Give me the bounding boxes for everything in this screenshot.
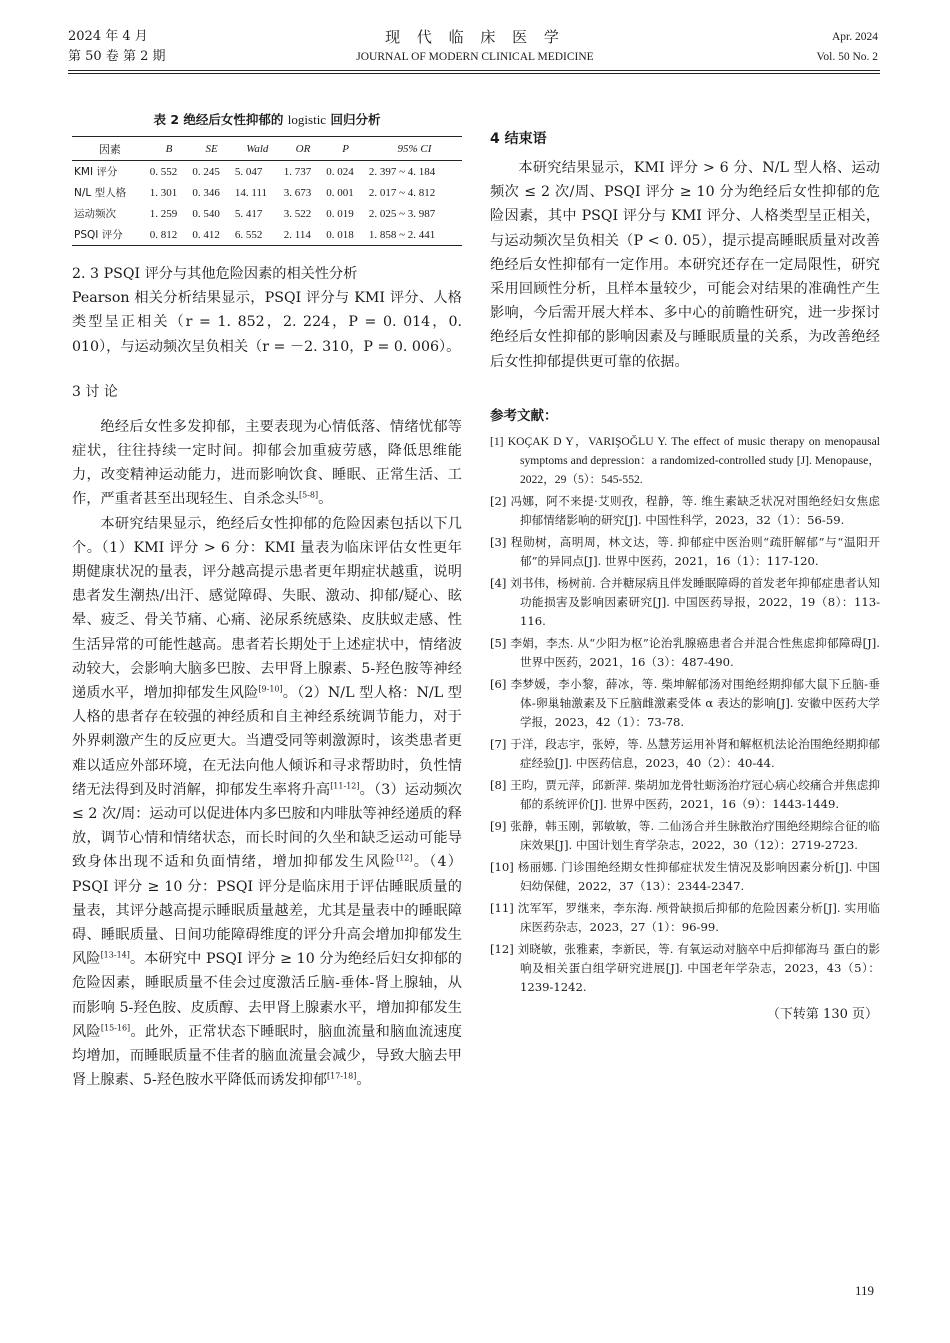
continued-note: （下转第 130 页） xyxy=(766,1006,878,1022)
citation: [13-14] xyxy=(100,950,130,960)
citation: [15-16] xyxy=(100,1023,131,1033)
citation: [12] xyxy=(396,853,413,863)
paragraph-text: 。（2）N/L 型人格：N/L 型人格的患者存在较强的神经质和自主神经系统调节能力，对于外界刺激产生的反应更大。当遭受同等刺激源时，该类患者更难以适应外部环境，在无法向他人倾诉和寻求帮助时，负性情绪无法得到及时消解，抑郁发生率将升高 xyxy=(72,685,462,798)
table-cell: 0. 245 xyxy=(192,165,220,178)
table-cell: 2. 025 ~ 3. 987 xyxy=(368,207,436,220)
header-issue-en xyxy=(817,27,878,67)
reference-item: [8] 王昀，贾元萍，邱新萍. 柴胡加龙骨牡蛎汤治疗冠心病心绞痛合并焦虑抑郁的系统评价[J]. 世界中医药，2021，16（9）：1443-1449. xyxy=(490,777,880,811)
table-caption xyxy=(72,110,462,128)
paragraph-text: 。（4）PSQI 评分 ≥ 10 分：PSQI 评分是临床用于评估睡眠质量的量表，其评分越高提示睡眠质量越差，尤其是量表中的睡眠障碍、睡眠质量、日间功能障碍维度的评分升高会增加抑郁发生风险 xyxy=(72,854,462,968)
table-cell: N/L 型人格 xyxy=(74,187,127,199)
table-cell: KMI 评分 xyxy=(74,166,118,178)
conclusion-paragraph: 本研究结果显示，KMI 评分 > 6 分、N/L 型人格、运动频次 ≤ 2 次/周、PSQI 评分 ≥ 10 分为绝经后女性抑郁的危险因素，其中 PSQI 评分与 KMI 评分、人格类型呈正相关，与运动频次呈负相关（P < 0. 05），提示提高睡眠质量对改善绝经后女性抑郁有一定作用。本研究还存在一定局限性，研究采用回顾性分析，且样本量较少，可能会对结果的准确性产生影响，今后需开展大样本、多中心的前瞻性研究，进一步探讨绝经后女性抑郁的影响因素及与睡眠质量的关系，为改善绝经后女性抑郁提供更可靠的依据。 xyxy=(490,160,880,370)
table-cell: 2. 017 ~ 4. 812 xyxy=(368,186,436,199)
table-cell: 14. 111 xyxy=(234,186,268,199)
col-p: P xyxy=(324,137,367,161)
table-cell: 0. 019 xyxy=(326,207,354,220)
table-caption-en: logistic xyxy=(287,112,327,127)
citation: [11-12] xyxy=(330,781,360,791)
section-4-title: 4 结束语 xyxy=(490,131,547,147)
reference-item: [7] 于洋，段志宇，张婷，等. 丛慧芳运用补肾和解枢机法论治围绝经期抑郁症经验[J]. 中医药信息，2023，40（2）：40-44. xyxy=(490,736,880,770)
logistic-regression-table xyxy=(72,136,462,246)
paragraph-text: 。（3）运动频次 ≤ 2 次/周：运动可以促进体内多巴胺和内啡肽等神经递质的释放，调节心情和情绪状态，而长时间的久坐和缺乏运动可能导致身体出现不适和负面情绪，增加抑郁发生风险 xyxy=(72,781,462,871)
table-cell: 运动频次 xyxy=(74,208,116,220)
references-title: 参考文献： xyxy=(490,407,558,424)
col-or: OR xyxy=(282,137,325,161)
table-cell: 0. 412 xyxy=(190,224,233,246)
citation: [5-8] xyxy=(299,490,319,500)
table-row xyxy=(72,161,462,183)
discussion-paragraph-1 xyxy=(72,415,462,512)
paragraph-text: 。 xyxy=(318,491,333,508)
table-header-row xyxy=(72,137,462,161)
section-2-3-text: Pearson 相关分析结果显示，PSQI 评分与 KMI 评分、人格类型呈正相关（r = 1. 852，2. 224，P = 0. 014，0. 010），与运动频次呈负相关（r = －2. 310，P = 0. 006）。 xyxy=(72,290,462,355)
table-cell: 3. 522 xyxy=(283,207,312,220)
journal-title-en: JOURNAL OF MODERN CLINICAL MEDICINE xyxy=(356,51,594,63)
reference-item: [11] 沈军军，罗继来，李东海. 颅骨缺损后抑郁的危险因素分析[J]. 实用临床医药杂志，2023，27（1）：96-99. xyxy=(490,900,880,934)
header-date: 2024 年 4 月 xyxy=(68,29,148,44)
section-2-3-title: 2. 3 PSQI 评分与其他危险因素的相关性分析 xyxy=(72,266,358,282)
header-rule xyxy=(68,70,880,71)
table-cell: 5. 047 xyxy=(234,165,263,178)
table-cell: 0. 024 xyxy=(326,165,354,178)
table-cell: 1. 858 ~ 2. 441 xyxy=(367,224,462,246)
table-row xyxy=(72,224,462,246)
reference-item: [3] 程勋树，高明周，林文达，等. 抑郁症中医治则“疏肝解郁”与“温阳开郁”的异同点[J]. 世界中医药，2021，16（1）：117-120. xyxy=(490,534,880,568)
reference-item: [12] 刘晓敏，张雅素，李新民，等. 有氧运动对脑卒中后抑郁海马 蛋白的影响及相关蛋白组学研究进展[J]. 中国老年学杂志，2023，43（5）：1239-1242. xyxy=(490,941,880,994)
reference-item: [1] KOÇAK D Y，VARIŞOĞLU Y. The effect of music therapy on menopausal symptoms and depression：a randomized-controlled study [J]. Menopause，2022，29（5）：545-552. xyxy=(490,434,880,486)
table-cell: PSQI 评分 xyxy=(72,224,148,246)
left-column xyxy=(72,110,462,1093)
section-3-title: 3 讨 论 xyxy=(72,383,118,400)
table-cell: 0. 812 xyxy=(148,224,191,246)
reference-item: [6] 李梦媛，李小黎，薛冰，等. 柴坤解郁汤对围绝经期抑郁大鼠下丘脑-垂体-卵巢轴激素及下丘脑雌激素受体 α 表达的影响[J]. 安徽中医药大学学报，2023，42（1）：73-78. xyxy=(490,676,880,729)
col-se: SE xyxy=(190,137,233,161)
reference-item: [4] 刘书伟，杨树前. 合并糖尿病且伴发睡眠障碍的首发老年抑郁症患者认知功能损害及影响因素研究[J]. 中国医药导报，2022，19（8）：113-116. xyxy=(490,575,880,628)
col-b: B xyxy=(148,137,191,161)
table-cell: 0. 346 xyxy=(192,186,220,199)
header-volume: 第 50 卷 第 2 期 xyxy=(68,49,166,64)
col-factor: 因素 xyxy=(72,137,148,161)
page-number: 119 xyxy=(854,1283,874,1298)
reference-item: [9] 张静，韩玉刚，郭敏敏，等. 二仙汤合并生脉散治疗围绝经期综合征的临床效果[J]. 中国计划生育学杂志，2022，30（12）：2719-2723. xyxy=(490,818,880,852)
header-journal xyxy=(0,27,950,67)
header-volume-en: Vol. 50 No. 2 xyxy=(816,51,878,63)
table-caption-prefix: 表 2 绝经后女性抑郁的 xyxy=(153,112,284,127)
table-cell: 6. 552 xyxy=(233,224,282,246)
discussion-paragraph-2 xyxy=(72,512,462,1093)
table-cell: 3. 673 xyxy=(283,186,312,199)
table-cell: 0. 540 xyxy=(192,207,220,220)
table-cell: 5. 417 xyxy=(234,207,263,220)
table-cell: 2. 114 xyxy=(282,224,325,246)
table-caption-suffix: 回归分析 xyxy=(330,112,381,127)
reference-item: [2] 冯娜，阿不来提·艾则孜，程静，等. 维生素缺乏状况对围绝经妇女焦虑抑郁情绪影响的研究[J]. 中国性科学，2023，32（1）：56-59. xyxy=(490,493,880,527)
table-cell: 0. 552 xyxy=(149,165,178,178)
citation: [17-18] xyxy=(327,1071,357,1081)
table-cell: 2. 397 ~ 4. 184 xyxy=(368,165,436,178)
table-cell: 0. 018 xyxy=(324,224,367,246)
table-cell: 1. 737 xyxy=(283,165,312,178)
col-ci: 95% CI xyxy=(367,137,462,161)
paragraph-text: 。 xyxy=(356,1072,371,1089)
right-column xyxy=(490,128,880,1022)
paragraph-text: 本研究结果显示，绝经后女性抑郁的危险因素包括以下几个。（1）KMI 评分 > 6 分：KMI 量表为临床评估女性更年期健康状况的量表，评分越高提示患者更年期症状越重，说明患者发生潮热/出汗、感觉障碍、失眠、激动、抑郁/疑心、眩晕、疲乏、骨关节痛、心痛、泌尿系统感染、皮肤蚁走感、性生活异常的可能性越高。患者若长期处于上述症状中，情绪波动较大，会影响大脑多巴胺、去甲肾上腺素、5-羟色胺等神经递质水平，增加抑郁发生风险 xyxy=(72,515,462,702)
table-row xyxy=(72,203,462,224)
table-cell: 0. 001 xyxy=(326,186,354,199)
reference-list xyxy=(490,432,880,997)
table-cell: 1. 259 xyxy=(149,207,178,220)
paragraph-text: 绝经后女性多发抑郁，主要表现为心情低落、情绪忧郁等症状，往往持续一定时间。抑郁会加重疲劳感，降低思维能力，改变精神运动能力，进而影响饮食、睡眠、正常生活、工作，严重者甚至出现轻生、自杀念头 xyxy=(72,418,462,508)
table-row xyxy=(72,182,462,203)
journal-title-cn: 现 代 临 床 医 学 xyxy=(385,28,565,46)
header-rule-thin xyxy=(68,73,880,74)
paragraph-text: 。此外，正常状态下睡眠时，脑血流量和脑血流速度均增加，而睡眠质量不佳者的脑血流量会减少，导致大脑去甲肾上腺素、5-羟色胺水平降低而诱发抑郁 xyxy=(72,1023,462,1089)
col-wald: Wald xyxy=(233,137,282,161)
paragraph-text: 。本研究中 PSQI 评分 ≥ 10 分为绝经后妇女抑郁的危险因素，睡眠质量不佳会过度激活丘脑-垂体-肾上腺轴，从而影响 5-羟色胺、皮质醇、去甲肾上腺素水平，增加抑郁发生风险 xyxy=(72,951,462,1040)
reference-item: [5] 李娟，李杰. 从“少阳为枢”论治乳腺癌患者合并混合性焦虑抑郁障碍[J]. 世界中医药，2021，16（3）：487-490. xyxy=(490,635,880,669)
header-date-en: Apr. 2024 xyxy=(832,31,878,43)
citation: [9-10] xyxy=(258,684,283,694)
table-cell: 1. 301 xyxy=(149,186,178,199)
reference-item: [10] 杨丽娜. 门诊围绝经期女性抑郁症状发生情况及影响因素分析[J]. 中国妇幼保健，2022，37（13）：2344-2347. xyxy=(490,859,880,893)
